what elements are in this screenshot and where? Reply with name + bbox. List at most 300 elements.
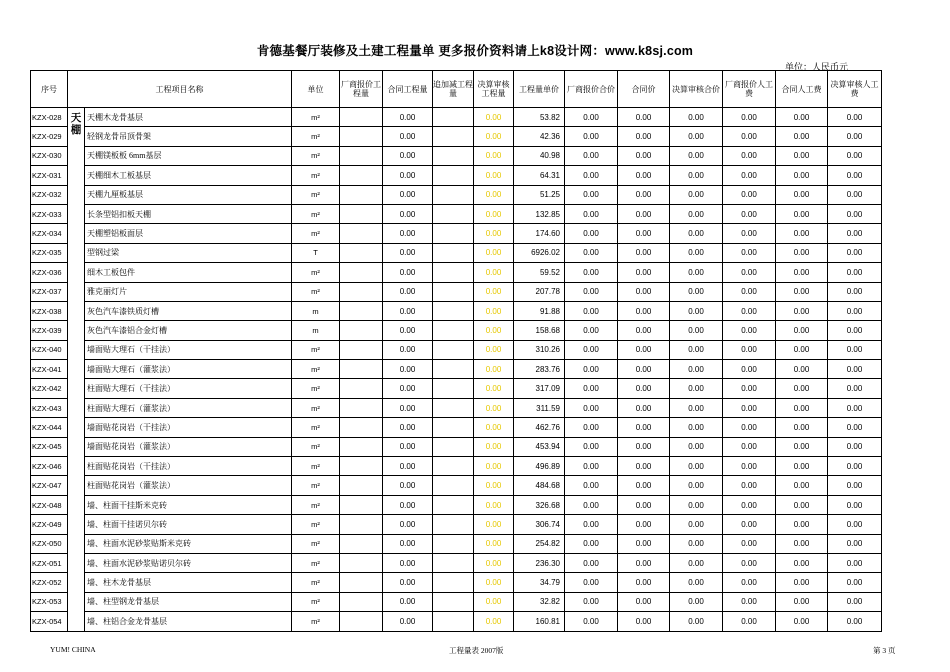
cell-audit-qty: 0.00	[474, 340, 514, 359]
cell-contract-labor: 0.00	[776, 360, 828, 379]
cell-audit-total: 0.00	[670, 476, 723, 495]
cell-vendor-qty	[340, 553, 383, 572]
cell-vendor-total: 0.00	[565, 495, 618, 514]
cell-unit-price: 326.68	[514, 495, 565, 514]
cell-contract-labor: 0.00	[776, 224, 828, 243]
cell-vendor-total: 0.00	[565, 108, 618, 127]
cell-adjust-qty	[433, 243, 474, 262]
cell-contract-qty: 0.00	[383, 534, 433, 553]
cell-contract-labor: 0.00	[776, 301, 828, 320]
cell-audit-total: 0.00	[670, 204, 723, 223]
cell-unit-price: 496.89	[514, 457, 565, 476]
bill-of-quantities-table	[30, 70, 882, 632]
cell-row-code: KZX-045	[31, 437, 68, 456]
cell-contract-qty: 0.00	[383, 108, 433, 127]
cell-contract-labor: 0.00	[776, 573, 828, 592]
cell-vendor-qty	[340, 166, 383, 185]
cell-audit-labor: 0.00	[828, 108, 882, 127]
cell-item-name: 墙面贴大理石（灌浆法）	[85, 360, 292, 379]
cell-vendor-qty	[340, 127, 383, 146]
table-row	[31, 612, 882, 631]
cell-vendor-total: 0.00	[565, 243, 618, 262]
cell-contract-labor: 0.00	[776, 263, 828, 282]
cell-contract-price: 0.00	[618, 263, 670, 282]
cell-vendor-labor: 0.00	[723, 166, 776, 185]
cell-audit-qty: 0.00	[474, 573, 514, 592]
table-row	[31, 282, 882, 301]
cell-audit-labor: 0.00	[828, 612, 882, 631]
cell-contract-qty: 0.00	[383, 573, 433, 592]
cell-audit-total: 0.00	[670, 418, 723, 437]
cell-audit-total: 0.00	[670, 515, 723, 534]
cell-audit-total: 0.00	[670, 534, 723, 553]
cell-audit-total: 0.00	[670, 457, 723, 476]
cell-unit: m²	[292, 185, 340, 204]
table-row	[31, 457, 882, 476]
cell-row-code: KZX-050	[31, 534, 68, 553]
cell-unit-price: 453.94	[514, 437, 565, 456]
cell-row-code: KZX-049	[31, 515, 68, 534]
cell-audit-labor: 0.00	[828, 127, 882, 146]
table-row	[31, 146, 882, 165]
cell-audit-total: 0.00	[670, 321, 723, 340]
table-row	[31, 108, 882, 127]
cell-unit: m²	[292, 108, 340, 127]
cell-unit-price: 51.25	[514, 185, 565, 204]
cell-contract-labor: 0.00	[776, 457, 828, 476]
cell-unit-price: 317.09	[514, 379, 565, 398]
cell-vendor-total: 0.00	[565, 301, 618, 320]
cell-contract-qty: 0.00	[383, 553, 433, 572]
header-contract-price: 合同价	[618, 71, 670, 108]
cell-adjust-qty	[433, 515, 474, 534]
cell-contract-price: 0.00	[618, 437, 670, 456]
cell-vendor-qty	[340, 224, 383, 243]
cell-audit-labor: 0.00	[828, 340, 882, 359]
cell-unit-price: 160.81	[514, 612, 565, 631]
cell-audit-labor: 0.00	[828, 592, 882, 611]
cell-audit-labor: 0.00	[828, 573, 882, 592]
cell-audit-labor: 0.00	[828, 243, 882, 262]
cell-unit: m	[292, 321, 340, 340]
cell-row-code: KZX-048	[31, 495, 68, 514]
cell-contract-price: 0.00	[618, 476, 670, 495]
cell-adjust-qty	[433, 437, 474, 456]
header-vendor-qty: 厂商报价工程量	[340, 71, 383, 108]
cell-vendor-total: 0.00	[565, 146, 618, 165]
cell-vendor-qty	[340, 301, 383, 320]
cell-contract-qty: 0.00	[383, 476, 433, 495]
cell-audit-labor: 0.00	[828, 476, 882, 495]
cell-vendor-labor: 0.00	[723, 573, 776, 592]
cell-unit-price: 311.59	[514, 398, 565, 417]
cell-adjust-qty	[433, 301, 474, 320]
cell-contract-labor: 0.00	[776, 166, 828, 185]
cell-audit-total: 0.00	[670, 301, 723, 320]
cell-contract-labor: 0.00	[776, 476, 828, 495]
cell-contract-price: 0.00	[618, 340, 670, 359]
cell-contract-price: 0.00	[618, 224, 670, 243]
cell-vendor-qty	[340, 592, 383, 611]
cell-vendor-labor: 0.00	[723, 398, 776, 417]
cell-audit-qty: 0.00	[474, 321, 514, 340]
cell-item-name: 天棚镁板板 6mm基层	[85, 146, 292, 165]
cell-audit-qty: 0.00	[474, 108, 514, 127]
cell-contract-qty: 0.00	[383, 340, 433, 359]
cell-unit: m²	[292, 553, 340, 572]
cell-vendor-total: 0.00	[565, 437, 618, 456]
cell-unit: m²	[292, 457, 340, 476]
cell-audit-labor: 0.00	[828, 185, 882, 204]
cell-vendor-total: 0.00	[565, 224, 618, 243]
cell-item-name: 墙、柱木龙骨基层	[85, 573, 292, 592]
cell-audit-total: 0.00	[670, 340, 723, 359]
cell-item-name: 灰色汽车漆铝合金灯槽	[85, 321, 292, 340]
cell-vendor-labor: 0.00	[723, 301, 776, 320]
cell-unit: m²	[292, 224, 340, 243]
header-audit-labor: 决算审核人工费	[828, 71, 882, 108]
cell-row-code: KZX-038	[31, 301, 68, 320]
cell-unit: m²	[292, 398, 340, 417]
cell-row-code: KZX-036	[31, 263, 68, 282]
cell-contract-qty: 0.00	[383, 398, 433, 417]
cell-unit: m²	[292, 515, 340, 534]
page-title: 肯德基餐厅装修及土建工程量单 更多报价资料请上k8设计网：www.k8sj.com	[256, 44, 694, 58]
cell-vendor-qty	[340, 495, 383, 514]
cell-vendor-qty	[340, 534, 383, 553]
cell-contract-labor: 0.00	[776, 612, 828, 631]
cell-row-code: KZX-031	[31, 166, 68, 185]
cell-row-code: KZX-029	[31, 127, 68, 146]
cell-audit-qty: 0.00	[474, 204, 514, 223]
cell-audit-total: 0.00	[670, 263, 723, 282]
cell-contract-labor: 0.00	[776, 127, 828, 146]
cell-adjust-qty	[433, 263, 474, 282]
cell-unit: m²	[292, 204, 340, 223]
cell-adjust-qty	[433, 398, 474, 417]
cell-audit-labor: 0.00	[828, 418, 882, 437]
cell-item-name: 墙、柱面干挂斯米克砖	[85, 495, 292, 514]
cell-vendor-qty	[340, 573, 383, 592]
cell-unit-price: 42.36	[514, 127, 565, 146]
cell-audit-qty: 0.00	[474, 515, 514, 534]
cell-audit-total: 0.00	[670, 398, 723, 417]
cell-contract-price: 0.00	[618, 418, 670, 437]
cell-vendor-total: 0.00	[565, 398, 618, 417]
cell-contract-qty: 0.00	[383, 379, 433, 398]
cell-unit-price: 53.82	[514, 108, 565, 127]
cell-unit-price: 254.82	[514, 534, 565, 553]
cell-audit-labor: 0.00	[828, 166, 882, 185]
table-row	[31, 263, 882, 282]
cell-vendor-qty	[340, 321, 383, 340]
cell-adjust-qty	[433, 340, 474, 359]
cell-audit-qty: 0.00	[474, 476, 514, 495]
cell-contract-labor: 0.00	[776, 534, 828, 553]
cell-audit-labor: 0.00	[828, 534, 882, 553]
cell-vendor-total: 0.00	[565, 534, 618, 553]
table-row	[31, 301, 882, 320]
cell-adjust-qty	[433, 457, 474, 476]
cell-contract-labor: 0.00	[776, 515, 828, 534]
cell-vendor-labor: 0.00	[723, 340, 776, 359]
cell-unit: m²	[292, 282, 340, 301]
cell-audit-qty: 0.00	[474, 457, 514, 476]
cell-unit: m²	[292, 146, 340, 165]
cell-audit-qty: 0.00	[474, 127, 514, 146]
cell-contract-qty: 0.00	[383, 146, 433, 165]
cell-audit-labor: 0.00	[828, 515, 882, 534]
cell-audit-labor: 0.00	[828, 553, 882, 572]
cell-vendor-total: 0.00	[565, 573, 618, 592]
cell-row-code: KZX-044	[31, 418, 68, 437]
header-seq: 序号	[31, 71, 68, 108]
cell-row-code: KZX-034	[31, 224, 68, 243]
cell-adjust-qty	[433, 146, 474, 165]
cell-audit-labor: 0.00	[828, 398, 882, 417]
cell-contract-qty: 0.00	[383, 301, 433, 320]
cell-audit-total: 0.00	[670, 612, 723, 631]
cell-audit-total: 0.00	[670, 573, 723, 592]
cell-audit-labor: 0.00	[828, 146, 882, 165]
table-row	[31, 592, 882, 611]
cell-contract-price: 0.00	[618, 146, 670, 165]
cell-vendor-labor: 0.00	[723, 146, 776, 165]
cell-adjust-qty	[433, 476, 474, 495]
cell-contract-labor: 0.00	[776, 592, 828, 611]
cell-audit-labor: 0.00	[828, 204, 882, 223]
cell-audit-qty: 0.00	[474, 379, 514, 398]
table-row	[31, 476, 882, 495]
cell-contract-labor: 0.00	[776, 495, 828, 514]
table-row	[31, 379, 882, 398]
cell-contract-price: 0.00	[618, 592, 670, 611]
cell-vendor-labor: 0.00	[723, 379, 776, 398]
cell-contract-labor: 0.00	[776, 398, 828, 417]
header-audit-qty: 决算审核工程量	[474, 71, 514, 108]
cell-vendor-total: 0.00	[565, 476, 618, 495]
cell-item-name: 天棚细木工板基层	[85, 166, 292, 185]
cell-vendor-qty	[340, 418, 383, 437]
cell-audit-qty: 0.00	[474, 146, 514, 165]
cell-item-name: 墙、柱铝合金龙骨基层	[85, 612, 292, 631]
cell-contract-price: 0.00	[618, 243, 670, 262]
cell-unit-price: 484.68	[514, 476, 565, 495]
cell-vendor-labor: 0.00	[723, 437, 776, 456]
cell-item-name: 柱面贴大理石（灌浆法）	[85, 398, 292, 417]
cell-audit-labor: 0.00	[828, 301, 882, 320]
cell-audit-qty: 0.00	[474, 495, 514, 514]
cell-unit-price: 462.76	[514, 418, 565, 437]
cell-contract-labor: 0.00	[776, 553, 828, 572]
cell-vendor-qty	[340, 398, 383, 417]
cell-vendor-labor: 0.00	[723, 515, 776, 534]
cell-audit-total: 0.00	[670, 282, 723, 301]
cell-unit: m²	[292, 379, 340, 398]
cell-vendor-total: 0.00	[565, 553, 618, 572]
header-item-name: 工程项目名称	[68, 71, 292, 108]
cell-vendor-labor: 0.00	[723, 476, 776, 495]
cell-audit-qty: 0.00	[474, 185, 514, 204]
cell-unit: T	[292, 243, 340, 262]
cell-unit: m²	[292, 573, 340, 592]
cell-vendor-total: 0.00	[565, 612, 618, 631]
cell-row-code: KZX-033	[31, 204, 68, 223]
cell-audit-qty: 0.00	[474, 282, 514, 301]
cell-item-name: 墙、柱面干挂诺贝尔砖	[85, 515, 292, 534]
cell-vendor-total: 0.00	[565, 321, 618, 340]
table-row	[31, 243, 882, 262]
table-row	[31, 398, 882, 417]
cell-adjust-qty	[433, 185, 474, 204]
cell-audit-qty: 0.00	[474, 592, 514, 611]
cell-unit: m²	[292, 495, 340, 514]
cell-audit-total: 0.00	[670, 243, 723, 262]
cell-item-name: 天棚九厘板基层	[85, 185, 292, 204]
cell-vendor-total: 0.00	[565, 418, 618, 437]
table-row	[31, 534, 882, 553]
cell-adjust-qty	[433, 321, 474, 340]
cell-vendor-labor: 0.00	[723, 457, 776, 476]
table-row	[31, 515, 882, 534]
cell-audit-total: 0.00	[670, 495, 723, 514]
cell-vendor-labor: 0.00	[723, 127, 776, 146]
cell-vendor-labor: 0.00	[723, 592, 776, 611]
cell-item-name: 型钢过梁	[85, 243, 292, 262]
cell-unit-price: 40.98	[514, 146, 565, 165]
cell-audit-total: 0.00	[670, 379, 723, 398]
cell-adjust-qty	[433, 592, 474, 611]
cell-vendor-total: 0.00	[565, 592, 618, 611]
cell-adjust-qty	[433, 534, 474, 553]
cell-audit-qty: 0.00	[474, 418, 514, 437]
cell-adjust-qty	[433, 127, 474, 146]
header-unit: 单位	[292, 71, 340, 108]
cell-row-code: KZX-030	[31, 146, 68, 165]
cell-contract-qty: 0.00	[383, 515, 433, 534]
cell-unit: m²	[292, 418, 340, 437]
cell-vendor-qty	[340, 282, 383, 301]
cell-vendor-qty	[340, 243, 383, 262]
cell-contract-qty: 0.00	[383, 263, 433, 282]
cell-vendor-qty	[340, 340, 383, 359]
cell-vendor-qty	[340, 457, 383, 476]
cell-unit: m²	[292, 476, 340, 495]
cell-unit-price: 34.79	[514, 573, 565, 592]
cell-unit: m²	[292, 612, 340, 631]
footer-page-number: 第 3 页	[873, 646, 896, 655]
cell-vendor-labor: 0.00	[723, 418, 776, 437]
cell-item-name: 墙、柱型钢龙骨基层	[85, 592, 292, 611]
cell-unit-price: 32.82	[514, 592, 565, 611]
cell-adjust-qty	[433, 282, 474, 301]
category-label: 天棚	[68, 108, 85, 632]
cell-contract-price: 0.00	[618, 379, 670, 398]
cell-adjust-qty	[433, 612, 474, 631]
cell-unit-price: 236.30	[514, 553, 565, 572]
cell-vendor-labor: 0.00	[723, 224, 776, 243]
cell-vendor-total: 0.00	[565, 282, 618, 301]
cell-contract-qty: 0.00	[383, 495, 433, 514]
cell-unit-price: 59.52	[514, 263, 565, 282]
footer-form-name: 工程量表 2007版	[449, 646, 504, 655]
cell-audit-qty: 0.00	[474, 437, 514, 456]
cell-adjust-qty	[433, 553, 474, 572]
cell-adjust-qty	[433, 204, 474, 223]
cell-vendor-qty	[340, 108, 383, 127]
cell-vendor-qty	[340, 185, 383, 204]
cell-contract-price: 0.00	[618, 166, 670, 185]
table-row	[31, 360, 882, 379]
cell-vendor-qty	[340, 437, 383, 456]
table-row	[31, 553, 882, 572]
cell-unit-price: 6926.02	[514, 243, 565, 262]
cell-contract-price: 0.00	[618, 127, 670, 146]
cell-adjust-qty	[433, 495, 474, 514]
cell-audit-qty: 0.00	[474, 398, 514, 417]
cell-vendor-labor: 0.00	[723, 282, 776, 301]
cell-contract-qty: 0.00	[383, 592, 433, 611]
cell-adjust-qty	[433, 166, 474, 185]
cell-contract-price: 0.00	[618, 321, 670, 340]
cell-row-code: KZX-039	[31, 321, 68, 340]
cell-item-name: 柱面贴花岗岩（干挂法）	[85, 457, 292, 476]
cell-item-name: 墙、柱面水泥砂浆贴诺贝尔砖	[85, 553, 292, 572]
table-row	[31, 127, 882, 146]
cell-contract-qty: 0.00	[383, 457, 433, 476]
cell-audit-total: 0.00	[670, 166, 723, 185]
cell-vendor-labor: 0.00	[723, 612, 776, 631]
cell-vendor-qty	[340, 146, 383, 165]
cell-row-code: KZX-035	[31, 243, 68, 262]
cell-row-code: KZX-043	[31, 398, 68, 417]
cell-row-code: KZX-040	[31, 340, 68, 359]
cell-item-name: 墙面贴花岗岩（干挂法）	[85, 418, 292, 437]
header-vendor-labor: 厂商报价人工费	[723, 71, 776, 108]
cell-contract-labor: 0.00	[776, 108, 828, 127]
cell-contract-price: 0.00	[618, 457, 670, 476]
cell-vendor-qty	[340, 263, 383, 282]
cell-adjust-qty	[433, 108, 474, 127]
cell-unit-price: 64.31	[514, 166, 565, 185]
cell-contract-qty: 0.00	[383, 612, 433, 631]
cell-contract-price: 0.00	[618, 534, 670, 553]
cell-audit-total: 0.00	[670, 592, 723, 611]
cell-contract-qty: 0.00	[383, 360, 433, 379]
cell-unit-price: 158.68	[514, 321, 565, 340]
cell-contract-qty: 0.00	[383, 185, 433, 204]
cell-audit-qty: 0.00	[474, 612, 514, 631]
cell-contract-qty: 0.00	[383, 282, 433, 301]
cell-contract-qty: 0.00	[383, 243, 433, 262]
cell-row-code: KZX-047	[31, 476, 68, 495]
header-vendor-total: 厂商报价合价	[565, 71, 618, 108]
cell-contract-labor: 0.00	[776, 418, 828, 437]
cell-vendor-total: 0.00	[565, 515, 618, 534]
cell-contract-qty: 0.00	[383, 321, 433, 340]
table-row	[31, 166, 882, 185]
cell-audit-qty: 0.00	[474, 301, 514, 320]
table-row	[31, 224, 882, 243]
cell-unit: m²	[292, 437, 340, 456]
cell-vendor-qty	[340, 360, 383, 379]
cell-contract-labor: 0.00	[776, 379, 828, 398]
cell-audit-qty: 0.00	[474, 243, 514, 262]
cell-audit-labor: 0.00	[828, 360, 882, 379]
cell-unit-price: 132.85	[514, 204, 565, 223]
cell-audit-qty: 0.00	[474, 553, 514, 572]
cell-item-name: 墙、柱面水泥砂浆贴斯米克砖	[85, 534, 292, 553]
